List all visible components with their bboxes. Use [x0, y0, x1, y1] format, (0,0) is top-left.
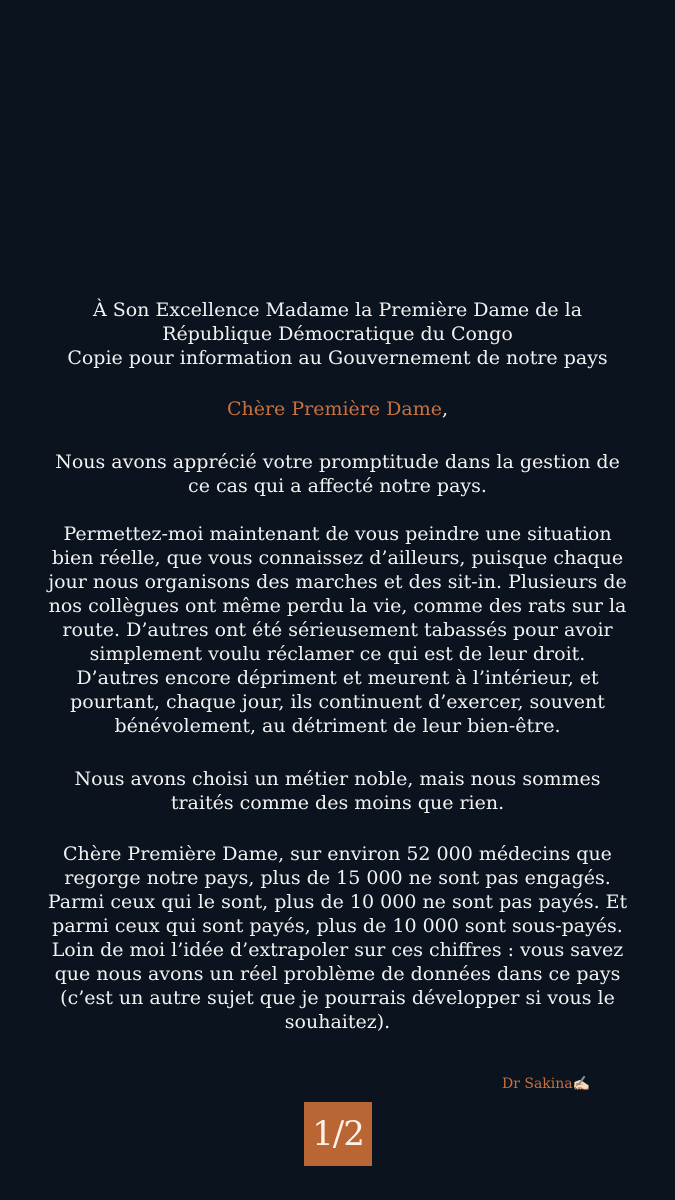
paragraph-line: Loin de moi l’idée d’extrapoler sur ces chiffres : vous savez	[51, 939, 624, 961]
letter-header	[0, 298, 675, 370]
salutation	[0, 397, 675, 421]
paragraph-situation	[0, 522, 675, 738]
paragraph-line: que nous avons un réel problème de données dans ce pays	[54, 963, 621, 985]
header-line: République Démocratique du Congo	[162, 323, 513, 345]
salutation-line	[0, 397, 675, 421]
paragraph-line: parmi ceux qui sont payés, plus de 10 000 sont sous-payés.	[52, 915, 623, 937]
salutation-text: Chère Première Dame	[226, 398, 442, 420]
paragraph-line: D’autres encore dépriment et meurent à l’intérieur, et	[76, 667, 599, 689]
signature: Dr Sakina✍🏻	[502, 1076, 591, 1092]
page-indicator-badge: 1/2	[304, 1102, 372, 1166]
paragraph-line: jour nous organisons des marches et des sit-in. Plusieurs de	[48, 571, 627, 593]
paragraph-appreciation	[0, 450, 675, 498]
paragraph-line: bien réelle, que vous connaissez d’ailleurs, puisque chaque	[51, 547, 624, 569]
paragraph-line: Nous avons choisi un métier noble, mais nous sommes	[74, 768, 601, 790]
paragraph-line: (c’est un autre sujet que je pourrais développer si vous le	[60, 987, 615, 1009]
paragraph-line: ce cas qui a affecté notre pays.	[188, 475, 487, 497]
paragraph-line: Parmi ceux qui le sont, plus de 10 000 ne sont pas payés. Et	[47, 891, 628, 913]
paragraph-line: bénévolement, au détriment de leur bien-être.	[114, 715, 561, 737]
salutation-punct: ,	[441, 398, 449, 420]
paragraph-line: Permettez-moi maintenant de vous peindre une situation	[63, 523, 612, 545]
paragraph-line: pourtant, chaque jour, ils continuent d’exercer, souvent	[70, 691, 605, 713]
paragraph-statistics	[0, 842, 675, 1034]
paragraph-line: Nous avons apprécié votre promptitude dans la gestion de	[55, 451, 620, 473]
paragraph-line: nos collègues ont même perdu la vie, comme des rats sur la	[48, 595, 627, 617]
paragraph-line: simplement voulu réclamer ce qui est de leur droit.	[89, 643, 586, 665]
paragraph-line: regorge notre pays, plus de 15 000 ne sont pas engagés.	[64, 867, 611, 889]
paragraph-noble-profession	[0, 767, 675, 815]
paragraph-line: Chère Première Dame, sur environ 52 000 médecins que	[63, 843, 612, 865]
header-line: Copie pour information au Gouvernement de notre pays	[67, 347, 608, 369]
header-line: À Son Excellence Madame la Première Dame de la	[92, 299, 583, 321]
paragraph-line: traités comme des moins que rien.	[170, 792, 505, 814]
paragraph-line: route. D’autres ont été sérieusement tabassés pour avoir	[62, 619, 613, 641]
paragraph-line: souhaitez).	[284, 1011, 391, 1033]
